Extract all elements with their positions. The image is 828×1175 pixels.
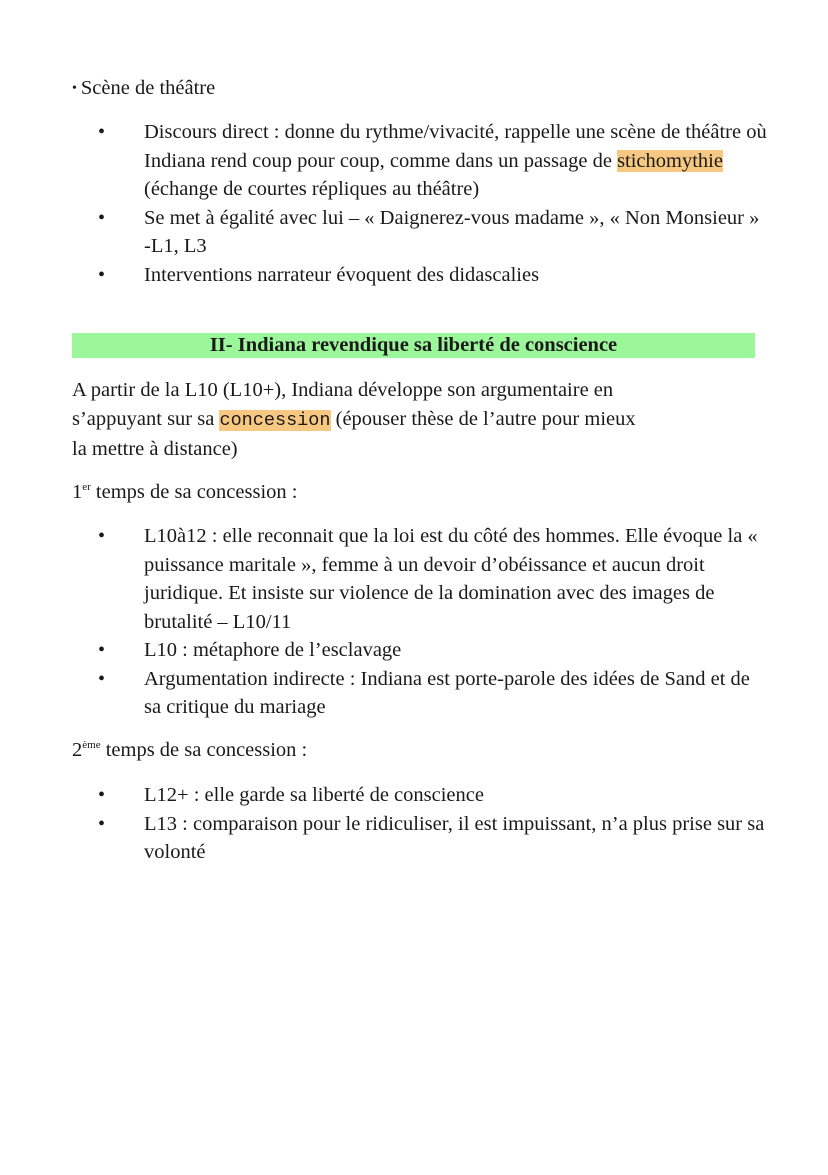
list-item: • Argumentation indirecte : Indiana est porte-parole des idées de Sand et de sa critique du mariage (0, 665, 828, 722)
first-time-heading: 1er temps de sa concession : (72, 481, 298, 503)
bullet-icon: • (98, 121, 106, 143)
highlighted-term: concession (219, 409, 331, 431)
list-item: • L10 : métaphore de l’esclavage (0, 636, 828, 665)
bullet-dot-icon: • (72, 81, 77, 96)
second-time-bullet-list (0, 781, 828, 867)
second-time-heading: 2ème temps de sa concession : (72, 739, 308, 761)
bullet-icon: • (98, 784, 106, 806)
list-item: • Interventions narrateur évoquent des didascalies (0, 261, 828, 290)
bullet-icon: • (98, 812, 106, 835)
section-title: • Scène de théâtre (72, 77, 216, 99)
highlighted-term: stichomythie (617, 149, 723, 172)
list-item: • L10à12 : elle reconnait que la loi est du côté des hommes. Elle évoque la « puissance maritale », femme à un devoir d’obéissance et aucun droit juridique. Et insiste sur violence de la domination avec des images de brutalité – L10/11 (0, 522, 828, 636)
list-item: • Discours direct : donne du rythme/vivacité, rappelle une scène de théâtre où Indiana rend coup pour coup, comme dans un passage de stichomythie (échange de courtes répliques au théâtre) (0, 118, 828, 204)
bullet-icon: • (98, 639, 106, 661)
list-item: • Se met à égalité avec lui – « Daignerez-vous madame », « Non Monsieur » -L1, L3 (0, 204, 828, 261)
theatre-bullet-list (0, 118, 828, 289)
list-item: • L12+ : elle garde sa liberté de conscience (0, 781, 828, 810)
bullet-icon: • (98, 263, 106, 286)
first-time-bullet-list (0, 522, 828, 722)
bullet-icon: • (98, 667, 106, 690)
bullet-icon: • (98, 206, 106, 229)
list-item: • L13 : comparaison pour le ridiculiser, il est impuissant, n’a plus prise sur sa volonté (0, 810, 828, 867)
bullet-icon: • (98, 525, 106, 547)
intro-paragraph: A partir de la L10 (L10+), Indiana développe son argumentaire en s’appuyant sur sa concession (épouser thèse de l’autre pour mieux la mettre à distance) (72, 379, 636, 460)
section-heading: II- Indiana revendique sa liberté de conscience (72, 333, 755, 358)
